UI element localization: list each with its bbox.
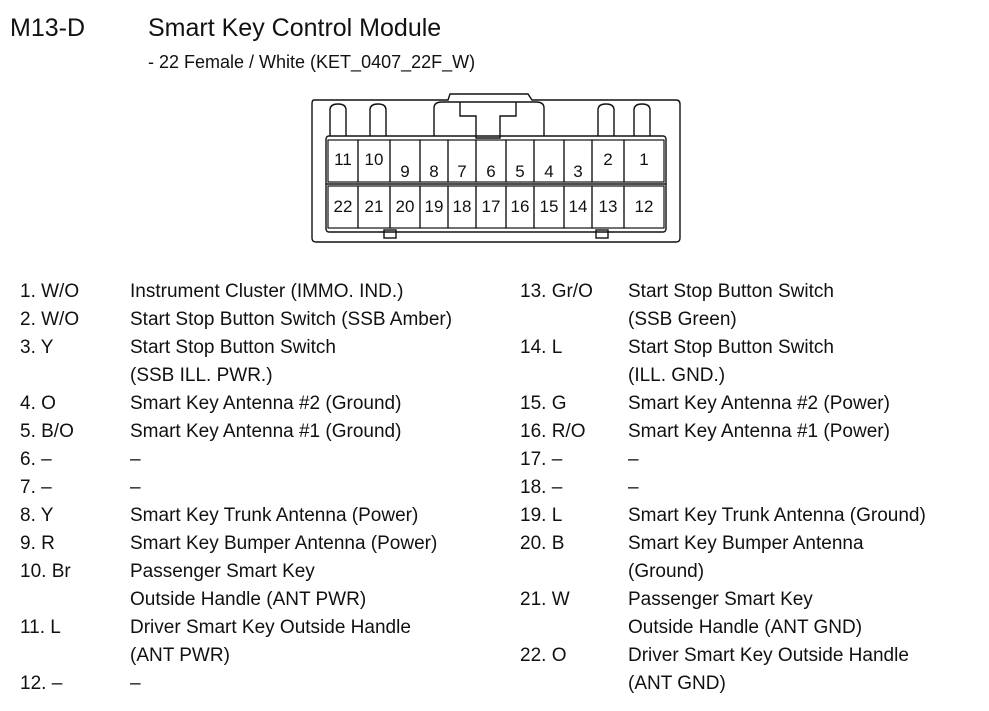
pin-description-line: Smart Key Antenna #1 (Ground): [130, 421, 402, 442]
top-row-pin-label: 9: [400, 162, 410, 181]
pin-number: 1. W/O: [20, 281, 80, 302]
connector-subtitle: - 22 Female / White (KET_0407_22F_W): [148, 52, 476, 72]
top-row-pin-label: 3: [573, 162, 583, 181]
top-row-pin-label: 1: [639, 150, 649, 169]
bottom-row-pin-label: 22: [333, 197, 353, 216]
pin-number: 20. B: [520, 533, 565, 554]
bottom-row-pin-label: 19: [424, 197, 444, 216]
pin-description-line: Start Stop Button Switch: [628, 281, 834, 302]
top-row-pin-label: 11: [334, 150, 352, 169]
pin-description-line: Start Stop Button Switch (SSB Amber): [130, 309, 453, 330]
pin-number: 14. L: [520, 337, 563, 358]
pin-description-line: –: [130, 477, 141, 498]
top-row-pin-label: 5: [515, 162, 525, 181]
bottom-row-pin-label: 18: [452, 197, 472, 216]
pin-description-line: Instrument Cluster (IMMO. IND.): [130, 281, 404, 302]
bottom-row-pin-label: 21: [364, 197, 384, 216]
bottom-row-pin-label: 15: [539, 197, 559, 216]
pin-description: [130, 530, 437, 558]
pin-description: [628, 586, 862, 642]
pin-number: 22. O: [520, 645, 567, 666]
pin-description: [130, 558, 366, 614]
pin-description: [130, 306, 452, 334]
pin-description-line: Driver Smart Key Outside Handle: [628, 645, 909, 666]
pin-number: 2. W/O: [20, 309, 80, 330]
top-row-pin-label: 7: [457, 162, 467, 181]
connector-code: M13-D: [10, 14, 86, 42]
pin-description-line: Smart Key Bumper Antenna: [628, 533, 864, 554]
pin-number: 21. W: [520, 589, 570, 610]
top-row-pin-label: 6: [486, 162, 496, 181]
latch-tab-left-2: [370, 104, 386, 136]
pin-description: [628, 446, 639, 474]
latch-tab-right-2: [634, 104, 650, 136]
bottom-row-pin-label: 14: [568, 197, 588, 216]
pin-description-line: Passenger Smart Key: [130, 561, 315, 582]
pin-description-line: (ANT PWR): [130, 645, 230, 666]
bottom-tab-left: [384, 230, 396, 238]
pin-description: [628, 278, 834, 334]
center-key-notch: [460, 102, 516, 138]
pin-description: [130, 670, 141, 698]
pin-description-line: Smart Key Antenna #2 (Ground): [130, 393, 402, 414]
pin-description-line: –: [130, 673, 141, 694]
pin-number: 12. –: [20, 673, 63, 694]
pin-description-line: –: [628, 449, 639, 470]
pin-description: [130, 614, 411, 670]
center-key: [434, 102, 544, 136]
pin-description: [628, 390, 890, 418]
pin-description: [130, 278, 403, 306]
bottom-row-pin-label: 16: [510, 197, 530, 216]
bottom-tab-right: [596, 230, 608, 238]
pin-number: 19. L: [520, 505, 563, 526]
pin-description: [628, 530, 864, 586]
pin-description: [130, 418, 401, 446]
pin-description: [628, 642, 909, 698]
pin-description-line: Start Stop Button Switch: [628, 337, 834, 358]
pin-description: [628, 474, 639, 502]
latch-tab-left-1: [330, 104, 346, 136]
pin-description-line: Start Stop Button Switch: [130, 337, 336, 358]
pin-description: [628, 334, 834, 390]
pin-description-line: Outside Handle (ANT PWR): [130, 589, 367, 610]
pin-description-line: Passenger Smart Key: [628, 589, 813, 610]
pin-description-line: Smart Key Bumper Antenna (Power): [130, 533, 438, 554]
pin-description: [130, 334, 336, 390]
pin-description-line: Smart Key Trunk Antenna (Ground): [628, 505, 926, 526]
pin-description: [130, 474, 141, 502]
pin-number: 16. R/O: [520, 421, 586, 442]
pin-description-line: (SSB ILL. PWR.): [130, 365, 273, 386]
bottom-row-pin-label: 17: [481, 197, 501, 216]
top-row-pin-label: 10: [364, 150, 384, 169]
pin-description-line: Driver Smart Key Outside Handle: [130, 617, 411, 638]
latch-tab-right-1: [598, 104, 614, 136]
bottom-row-pin-label: 13: [598, 197, 618, 216]
pin-description-line: (ANT GND): [628, 673, 726, 694]
bottom-row-pin-label: 20: [395, 197, 415, 216]
pin-number: 3. Y: [20, 337, 54, 358]
pin-number: 9. R: [20, 533, 55, 554]
page-title: Smart Key Control Module: [148, 14, 442, 42]
pin-description-line: Smart Key Antenna #1 (Power): [628, 421, 890, 442]
pin-description: [628, 502, 926, 530]
top-row-pin-label: 2: [603, 150, 613, 169]
pin-number: 5. B/O: [20, 421, 74, 442]
pin-description-line: (ILL. GND.): [628, 365, 726, 386]
pin-description-line: Smart Key Trunk Antenna (Power): [130, 505, 419, 526]
pin-description-line: (SSB Green): [628, 309, 737, 330]
connector-diagram: [300, 90, 690, 250]
pin-number: 18. –: [520, 477, 563, 498]
pin-description: [628, 418, 890, 446]
pin-description: [130, 390, 401, 418]
pin-description-line: –: [628, 477, 639, 498]
top-row-pin-label: 4: [544, 162, 554, 181]
pin-number: 10. Br: [20, 561, 71, 582]
pin-number: 7. –: [20, 477, 52, 498]
pin-number: 6. –: [20, 449, 52, 470]
pin-number: 8. Y: [20, 505, 54, 526]
pin-description-line: Outside Handle (ANT GND): [628, 617, 863, 638]
pin-description-line: –: [130, 449, 141, 470]
pin-number: 11. L: [20, 617, 61, 638]
top-row-pin-label: 8: [429, 162, 439, 181]
pin-number: 13. Gr/O: [520, 281, 593, 302]
pin-description: [130, 446, 141, 474]
pin-description-line: Smart Key Antenna #2 (Power): [628, 393, 890, 414]
pin-description: [130, 502, 418, 530]
pin-description-line: (Ground): [628, 561, 705, 582]
pin-number: 15. G: [520, 393, 567, 414]
pin-number: 4. O: [20, 393, 56, 414]
bottom-row-pin-label: 12: [634, 197, 654, 216]
pin-number: 17. –: [520, 449, 563, 470]
